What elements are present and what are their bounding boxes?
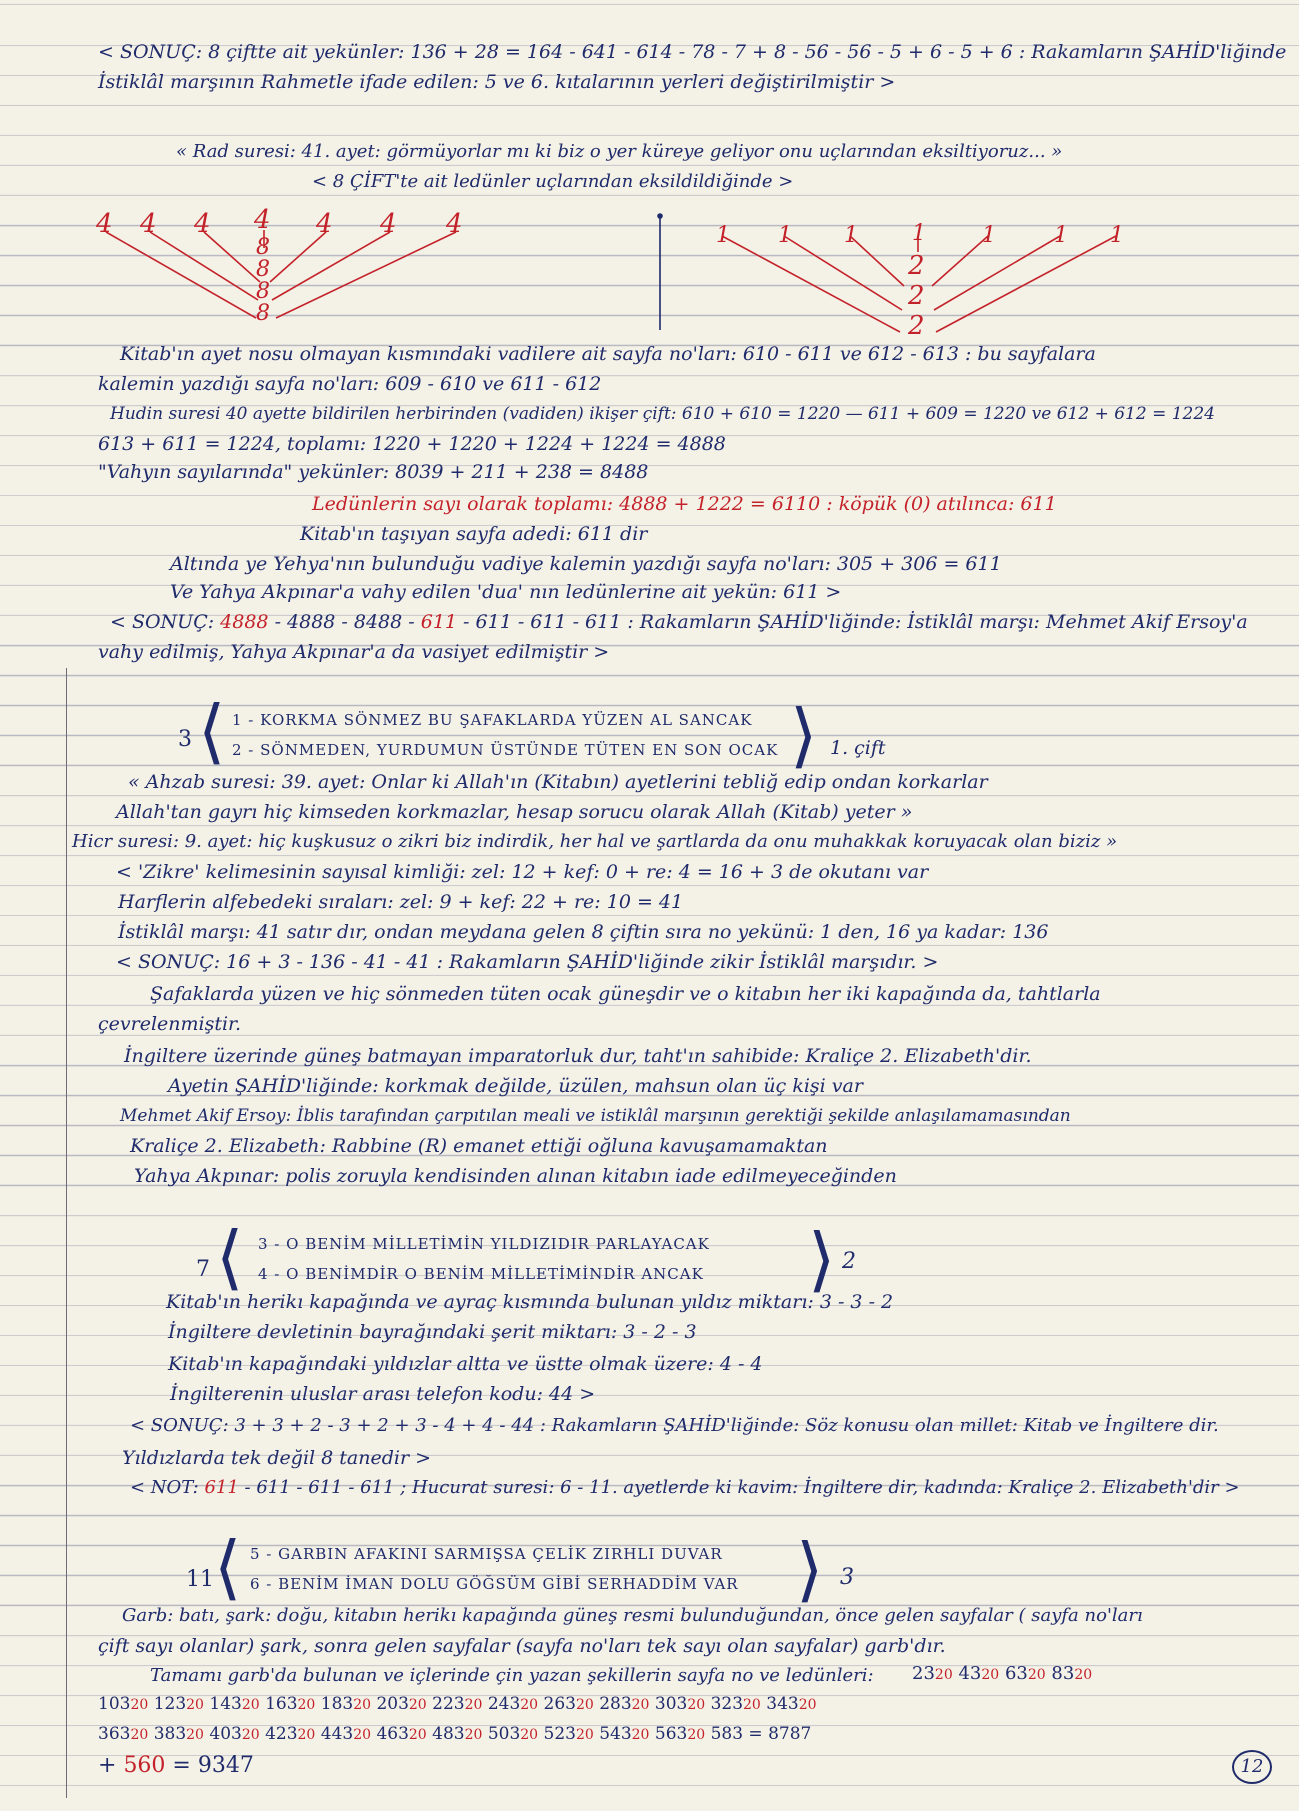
verse1-line-2: 2 - SÖNMEDEN, YURDUMUN ÜSTÜNDE TÜTEN EN SON OCAK [232, 741, 779, 759]
ledun-value: 20 [743, 1697, 761, 1713]
red-sum-line: Ledünlerin sayı olarak toplamı: 4888 + 1222 = 6110 : köpük (0) atılınca: 611 [312, 493, 1057, 515]
diag-left-top-1: 4 [96, 209, 113, 239]
page-number: 323 [710, 1694, 744, 1714]
s2-line-4: < 'Zikre' kelimesinin sayısal kimliği: zel: 12 + kef: 0 + re: 4 = 16 + 3 de okutanı var [116, 861, 929, 883]
s2-line-10: İngiltere üzerinde güneş batmayan imparatorluk dur, taht'ın sahibide: Kraliçe 2. Elizabeth'dir. [124, 1045, 1032, 1067]
page-number: 283 [599, 1694, 632, 1714]
verse2-right-label: 2 [842, 1249, 856, 1274]
page-number: 383 [153, 1724, 187, 1744]
diag-right-top-7: 1 [1110, 223, 1124, 248]
s1b-line-2: Altında ye Yehya'nın bulunduğu vadiye kalemin yazdığı sayfa no'ları: 305 + 306 = 611 [170, 553, 1002, 575]
diag-right-top-4: 1 [912, 221, 926, 246]
pairs-row-2 [98, 1692, 817, 1717]
ledun-value: 20 [186, 1727, 204, 1743]
page-number: 523 [543, 1724, 576, 1744]
s3-line-3: Kitab'ın kapağındaki yıldızlar altta ve üstte olmak üzere: 4 - 4 [168, 1353, 763, 1375]
verse3-right-brace: ⟩ [796, 1528, 824, 1610]
s3-line-6: Yıldızlarda tek değil 8 tanedir > [122, 1447, 432, 1469]
s2-line-5: Harflerin alfebedeki sıraları: zel: 9 + kef: 22 + re: 10 = 41 [118, 891, 684, 913]
page-number: 403 [209, 1724, 242, 1744]
diag-right-top-3: 1 [844, 223, 858, 248]
sonuc-2-line-1 [110, 610, 1248, 634]
page-number: 203 [376, 1694, 409, 1714]
s2-line-11: Ayetin ŞAHİD'liğinde: korkmak değilde, üzülen, mahsun olan üç kişi var [168, 1075, 863, 1097]
verse3-line-2: 6 - BENİM İMAN DOLU GÖĞSÜM GİBİ SERHADDİM VAR [250, 1575, 739, 1593]
s3-line-5: < SONUÇ: 3 + 3 + 2 - 3 + 2 + 3 - 4 + 4 - 44 : Rakamların ŞAHİD'liğinde: Söz konusu olan millet: Kitab ve İngiltere dir. [130, 1415, 1219, 1436]
s4-line-2: çift sayı olanlar) şark, sonra gelen sayfalar (sayfa no'ları tek sayı olan sayfalar) garb'dır. [98, 1635, 946, 1657]
diag-left-top-4: 4 [254, 205, 271, 235]
diag-right-stack-1: 2 [908, 251, 925, 281]
page-number: 63 [1004, 1663, 1028, 1684]
sonuc-2-red-1: 4888 [220, 611, 269, 633]
page-number: 423 [265, 1724, 298, 1744]
page-number: 583 [710, 1724, 744, 1744]
ledun-value: 20 [464, 1727, 483, 1743]
note-prefix: < NOT: [130, 1477, 205, 1498]
page-number: 263 [543, 1694, 576, 1714]
note-red: 611 [204, 1477, 239, 1498]
sonuc-2-red-2: 611 [420, 611, 458, 633]
quote-8-cift: < 8 ÇİFT'te ait ledünler uçlarından eksildildiğinde > [312, 171, 794, 192]
page-number: 343 [766, 1694, 799, 1714]
s2-line-8: Şafaklarda yüzen ve hiç sönmeden tüten ocak güneşdir ve o kitabın her iki kapağında da, tahtlarla [150, 983, 1101, 1005]
ledun-value: 20 [130, 1727, 149, 1743]
ledun-value: 20 [981, 1667, 1000, 1683]
page-number: 483 [432, 1724, 465, 1744]
s1-line-2: kalemin yazdığı sayfa no'ları: 609 - 610 ve 611 - 612 [98, 373, 602, 395]
diag-right-top-6: 1 [1054, 223, 1068, 248]
ledun-value: 20 [464, 1697, 483, 1713]
final-plus: + [98, 1753, 124, 1778]
page-number: 563 [654, 1724, 688, 1744]
verse2-left-number: 7 [196, 1257, 210, 1282]
verse3-line-1: 5 - GARBIN AFAKINI SARMIŞSA ÇELİK ZIRHLI DUVAR [250, 1545, 723, 1563]
verse1-left-number: 3 [178, 727, 192, 752]
s3-line-1: Kitab'ın herikı kapağında ve ayraç kısmında bulunan yıldız miktarı: 3 - 3 - 2 [166, 1291, 894, 1313]
pairs-total: = 8787 [743, 1724, 812, 1744]
ledun-value: 20 [1027, 1667, 1046, 1683]
page-number: 463 [376, 1724, 409, 1744]
page-number: 103 [98, 1694, 131, 1714]
verse1-right-label: 1. çift [830, 737, 886, 759]
s3-line-2: İngiltere devletinin bayrağındaki şerit miktarı: 3 - 2 - 3 [168, 1321, 697, 1343]
header-line-1: < SONUÇ: 8 çiftte ait yekünler: 136 + 28 = 164 - 641 - 614 - 78 - 7 + 8 - 56 - 56 - 5 + 6 - 5 + 6 : Rakamların ŞAHİD'liğinde [98, 41, 1287, 63]
s1-line-3: Hudin suresi 40 ayette bildirilen herbirinden (vadiden) ikişer çift: 610 + 610 = 1220 — 611 + 609 = 1220 ve 612 + 612 = 1224 [110, 404, 1215, 424]
page-number: 503 [487, 1724, 521, 1744]
ledun-value: 20 [798, 1697, 817, 1713]
page-number: 143 [209, 1694, 242, 1714]
s1b-line-3: Ve Yahya Akpınar'a vahy edilen 'dua' nın ledünlerine ait yekün: 611 > [170, 581, 842, 603]
diag-left-top-3: 4 [194, 209, 211, 239]
s2-line-14: Yahya Akpınar: polis zoruyla kendisinden alınan kitabın iade edilmeyeceğinden [134, 1165, 897, 1187]
verse3-left-number: 11 [186, 1567, 214, 1592]
s1b-line-1: Kitab'ın taşıyan sayfa adedi: 611 dir [300, 523, 648, 545]
diag-right-top-2: 1 [778, 223, 792, 248]
sonuc-2-rest: - 611 - 611 - 611 : Rakamların ŞAHİD'liğinde: İstiklâl marşı: Mehmet Akif Ersoy'a [457, 611, 1248, 633]
page-number: 163 [265, 1694, 298, 1714]
s4-line-3: Tamamı garb'da bulunan ve içlerinde çin yazan şekillerin sayfa no ve ledünleri: [150, 1665, 874, 1686]
ledun-value: 20 [297, 1727, 316, 1743]
pairs-row-1 [912, 1662, 1092, 1687]
diag-left-stack-3: 8 [256, 279, 270, 304]
verse3-right-label: 3 [840, 1565, 854, 1590]
diag-left-top-7: 4 [446, 209, 463, 239]
ledun-value: 20 [353, 1727, 372, 1743]
s4-line-1: Garb: batı, şark: doğu, kitabın herikı kapağında güneş resmi bulunduğundan, önce gelen sayfalar ( sayfa no'ları [122, 1605, 1143, 1626]
diag-left-stack-1: 8 [256, 235, 270, 260]
ledun-value: 20 [241, 1697, 260, 1713]
ledun-value: 20 [575, 1727, 594, 1743]
verse1-right-brace: ⟩ [790, 694, 818, 776]
ledun-value: 20 [1074, 1667, 1093, 1683]
verse2-line-2: 4 - O BENİMDİR O BENİM MİLLETİMİNDİR ANCAK [258, 1265, 704, 1283]
s2-line-2: Allah'tan gayrı hiç kimseden korkmazlar, hesap sorucu olarak Allah (Kitab) yeter » [116, 801, 913, 823]
ledun-value: 20 [520, 1727, 539, 1743]
diag-left-top-6: 4 [380, 209, 397, 239]
page-number: 183 [320, 1694, 354, 1714]
verse2-left-brace: ⟨ [216, 1216, 244, 1298]
pairs-row-3 [98, 1722, 811, 1747]
header-line-2: İstiklâl marşının Rahmetle ifade edilen: 5 ve 6. kıtalarının yerleri değiştirilmiştir > [98, 71, 896, 93]
final-red-value: 560 [123, 1753, 166, 1778]
page-number: 303 [654, 1694, 688, 1714]
ledun-value: 20 [408, 1697, 427, 1713]
verse1-left-brace: ⟨ [198, 690, 226, 772]
ledun-value: 20 [408, 1727, 427, 1743]
diagram-left-lines [106, 230, 456, 318]
sonuc-2-prefix: < SONUÇ: [110, 611, 221, 633]
ledun-value: 20 [130, 1697, 149, 1713]
ledun-value: 20 [186, 1697, 204, 1713]
page-number: 543 [599, 1724, 632, 1744]
ledun-value: 20 [631, 1697, 650, 1713]
final-rest: = 9347 [165, 1753, 254, 1778]
ledun-value: 20 [687, 1697, 706, 1713]
s2-line-13: Kraliçe 2. Elizabeth: Rabbine (R) emanet ettiği oğluna kavuşamamaktan [130, 1135, 828, 1157]
sonuc-2-line-2: vahy edilmiş, Yahya Akpınar'a da vasiyet edilmiştir > [98, 641, 610, 663]
s2-line-3: Hicr suresi: 9. ayet: hiç kuşkusuz o zikri biz indirdik, her hal ve şartlarda da onu muhakkak koruyacak olan biziz » [72, 831, 1118, 852]
ledun-value: 20 [520, 1697, 539, 1713]
page-number: 223 [432, 1694, 465, 1714]
margin-line [66, 668, 67, 1798]
final-sum-line [98, 1754, 254, 1778]
verse1-line-1: 1 - KORKMA SÖNMEZ BU ŞAFAKLARDA YÜZEN AL SANCAK [232, 711, 753, 729]
diag-right-stack-3: 2 [908, 311, 925, 341]
diag-right-top-1: 1 [716, 223, 730, 248]
quote-rad: « Rad suresi: 41. ayet: görmüyorlar mı ki biz o yer küreye geliyor onu uçlarından eksiltiyoruz... » [176, 141, 1063, 162]
note-rest: - 611 - 611 - 611 ; Hucurat suresi: 6 - 11. ayetlerde ki kavim: İngiltere dir, kadında: Kraliçe 2. Elizabeth'dir > [238, 1477, 1240, 1498]
diag-right-top-5: 1 [982, 223, 996, 248]
divider-line [658, 214, 662, 330]
page-number: 43 [958, 1663, 982, 1684]
page-number-badge: 12 [1232, 1750, 1272, 1784]
ledun-value: 20 [575, 1697, 594, 1713]
ledun-value: 20 [934, 1667, 953, 1683]
s2-line-7: < SONUÇ: 16 + 3 - 136 - 41 - 41 : Rakamların ŞAHİD'liğinde zikir İstiklâl marşıdır. > [116, 951, 939, 973]
ledun-value: 20 [241, 1727, 260, 1743]
diag-left-top-5: 4 [316, 209, 333, 239]
verse3-left-brace: ⟨ [214, 1526, 242, 1608]
note-line [130, 1476, 1240, 1500]
verse2-line-1: 3 - O BENİM MİLLETİMİN YILDIZIDIR PARLAYACAK [258, 1235, 710, 1253]
s2-line-9: çevrelenmiştir. [98, 1013, 242, 1035]
page-number: 443 [320, 1724, 354, 1744]
diag-left-stack-2: 8 [256, 257, 270, 282]
verse2-right-brace: ⟩ [808, 1218, 836, 1300]
page-number: 363 [98, 1724, 131, 1744]
page-number: 83 [1051, 1663, 1075, 1684]
ledun-value: 20 [631, 1727, 650, 1743]
sonuc-2-mid: - 4888 - 8488 - [268, 611, 421, 633]
page-number: 123 [153, 1694, 187, 1714]
s1-line-5: "Vahyın sayılarında" yekünler: 8039 + 211 + 238 = 8488 [98, 461, 649, 483]
diag-left-top-2: 4 [140, 209, 157, 239]
s2-line-1: « Ahzab suresi: 39. ayet: Onlar ki Allah'ın (Kitabın) ayetlerini tebliğ edip ondan korkarlar [128, 771, 988, 793]
diag-right-stack-2: 2 [908, 281, 925, 311]
page-number: 243 [487, 1694, 521, 1714]
page-number: 23 [912, 1663, 935, 1684]
s2-line-6: İstiklâl marşı: 41 satır dır, ondan meydana gelen 8 çiftin sıra no yekünü: 1 den, 16 ya kadar: 136 [118, 921, 1049, 943]
ledun-value: 20 [353, 1697, 372, 1713]
s2-line-12: Mehmet Akif Ersoy: İblis tarafından çarpıtılan meali ve istiklâl marşının gerektiği şekilde anlaşılamamasından [120, 1106, 1071, 1126]
s3-line-4: İngilterenin uluslar arası telefon kodu: 44 > [170, 1383, 596, 1405]
ledun-value: 20 [297, 1697, 316, 1713]
s1-line-1: Kitab'ın ayet nosu olmayan kısmındaki vadilere ait sayfa no'ları: 610 - 611 ve 612 - 613 : bu sayfalara [120, 343, 1096, 365]
diagrams [0, 0, 1299, 340]
diag-left-stack-4: 8 [256, 301, 270, 326]
ledun-value: 20 [687, 1727, 706, 1743]
s1-line-4: 613 + 611 = 1224, toplamı: 1220 + 1220 + 1224 + 1224 = 4888 [98, 433, 726, 455]
